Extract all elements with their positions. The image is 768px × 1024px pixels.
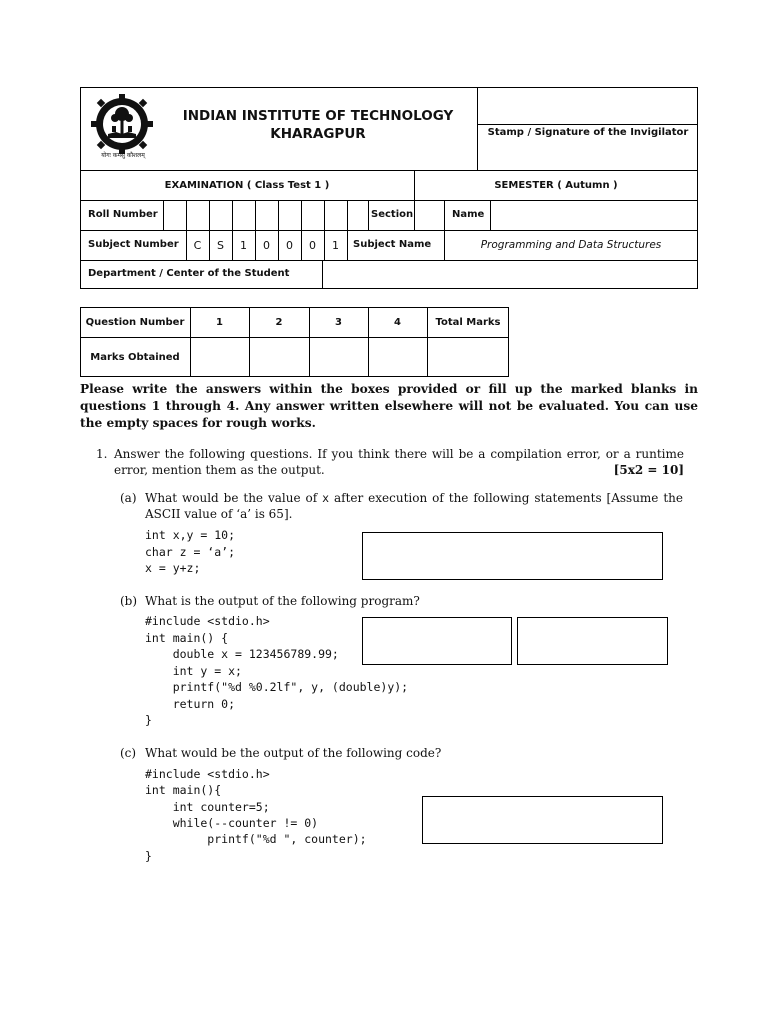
subject-number-char: 0 bbox=[263, 238, 270, 252]
roll-cell-divider bbox=[301, 200, 302, 230]
roll-cell-divider bbox=[186, 200, 187, 230]
examination-label: EXAMINATION ( Class Test 1 ) bbox=[164, 179, 330, 191]
question-col-4: 4 bbox=[394, 316, 401, 328]
part-a-code-line: x = y+z; bbox=[145, 561, 201, 575]
part-b-label: (b) bbox=[120, 594, 138, 608]
subject-cell-divider bbox=[347, 230, 348, 260]
part-a-code-line: int x,y = 10; bbox=[145, 528, 236, 542]
part-b-code-line: printf("%d %0.2lf", y, (double)y); bbox=[145, 680, 409, 694]
section-cell-divider bbox=[444, 200, 445, 230]
question-col-1: 1 bbox=[216, 316, 223, 328]
part-b-code-line: } bbox=[145, 713, 152, 727]
institute-name-line1: INDIAN INSTITUTE OF TECHNOLOGY bbox=[182, 108, 454, 124]
question-1-number: 1. bbox=[96, 447, 108, 461]
instructions-text: Please write the answers within the boxes provided or fill up the marked blanks in questions 1 through 4. Any answer written elsewhere will not be evaluated. You can use the empty spaces for rough works. bbox=[80, 382, 698, 430]
part-b-code-line: return 0; bbox=[145, 697, 236, 711]
part-a-question bbox=[145, 490, 683, 522]
part-c-answer-box[interactable] bbox=[422, 796, 663, 844]
stamp-top-line bbox=[477, 124, 698, 125]
roll-cell-divider bbox=[232, 200, 233, 230]
subject-number-char: C bbox=[193, 238, 202, 252]
part-c-code-line: #include <stdio.h> bbox=[145, 767, 270, 781]
subject-number-char: 0 bbox=[286, 238, 293, 252]
part-b-question: What is the output of the following program? bbox=[145, 594, 420, 608]
part-c-code-line: } bbox=[145, 849, 152, 863]
subject-number-char: 1 bbox=[240, 238, 247, 252]
subject-number-char: 0 bbox=[309, 238, 316, 252]
row-line-2 bbox=[80, 200, 698, 201]
institute-name-line2: KHARAGPUR bbox=[270, 126, 366, 142]
semester-label: SEMESTER ( Autumn ) bbox=[494, 179, 618, 191]
subject-number-label: Subject Number bbox=[88, 239, 179, 250]
roll-cell-divider bbox=[324, 200, 325, 230]
roll-cell-divider bbox=[255, 200, 256, 230]
part-a-label: (a) bbox=[120, 491, 137, 505]
part-a-code-var: x bbox=[322, 491, 330, 505]
part-c-code-line: int counter=5; bbox=[145, 800, 270, 814]
subject-name-value: Programming and Data Structures bbox=[480, 239, 662, 251]
roll-cell-divider bbox=[368, 200, 369, 230]
department-divider bbox=[322, 260, 323, 289]
department-label: Department / Center of the Student bbox=[88, 268, 290, 279]
part-c-code-line: while(--counter != 0) bbox=[145, 816, 319, 830]
subject-name-label: Subject Name bbox=[353, 239, 432, 250]
part-b-code-line: double x = 123456789.99; bbox=[145, 647, 339, 661]
roll-cell-divider bbox=[163, 200, 164, 230]
part-b-code-line: int main() { bbox=[145, 631, 229, 645]
name-cell-divider bbox=[490, 200, 491, 230]
subject-number-char: S bbox=[217, 238, 224, 252]
subject-number-char: 1 bbox=[332, 238, 339, 252]
roll-number-label: Roll Number bbox=[88, 209, 158, 220]
roll-cell-divider bbox=[347, 200, 348, 230]
part-a-code-line: char z = ‘a’; bbox=[145, 545, 236, 559]
part-a-answer-box[interactable] bbox=[362, 532, 663, 580]
question-col-3: 3 bbox=[335, 316, 342, 328]
part-c-code-line: int main(){ bbox=[145, 783, 222, 797]
roll-cell-divider bbox=[209, 200, 210, 230]
part-c-code-line: printf("%d ", counter); bbox=[145, 832, 367, 846]
total-marks-label: Total Marks bbox=[435, 316, 501, 328]
part-b-answer-box-1[interactable] bbox=[362, 617, 512, 665]
roll-cell-divider bbox=[278, 200, 279, 230]
question-col-2: 2 bbox=[275, 316, 283, 328]
section-label: Section bbox=[371, 209, 414, 220]
part-c-label: (c) bbox=[120, 746, 137, 760]
name-label: Name bbox=[452, 209, 485, 220]
question-number-label: Question Number bbox=[85, 316, 185, 328]
part-c-question: What would be the output of the following code? bbox=[145, 746, 442, 760]
part-b-code-line: int y = x; bbox=[145, 664, 242, 678]
question-1-text: Answer the following questions. If you think there will be a compilation error, or a runtime error, mention them as the output. bbox=[114, 447, 684, 477]
stamp-label: Stamp / Signature of the Invigilator bbox=[487, 127, 689, 138]
question-1-marks: [5x2 = 10] bbox=[613, 463, 684, 477]
part-a-text-before: What would be the value of bbox=[145, 491, 323, 505]
row-line-4 bbox=[80, 260, 698, 261]
part-b-answer-box-2[interactable] bbox=[517, 617, 668, 665]
logo-caption: योगः कर्मसु कौशलम् bbox=[101, 152, 145, 159]
section-cell-divider bbox=[414, 200, 415, 230]
marks-obtained-label: Marks Obtained bbox=[90, 351, 180, 363]
part-a-text-after: after execution of the following statements [Assume the ASCII value of ‘a’ is 65]. bbox=[145, 491, 684, 521]
part-b-code-line: #include <stdio.h> bbox=[145, 614, 270, 628]
